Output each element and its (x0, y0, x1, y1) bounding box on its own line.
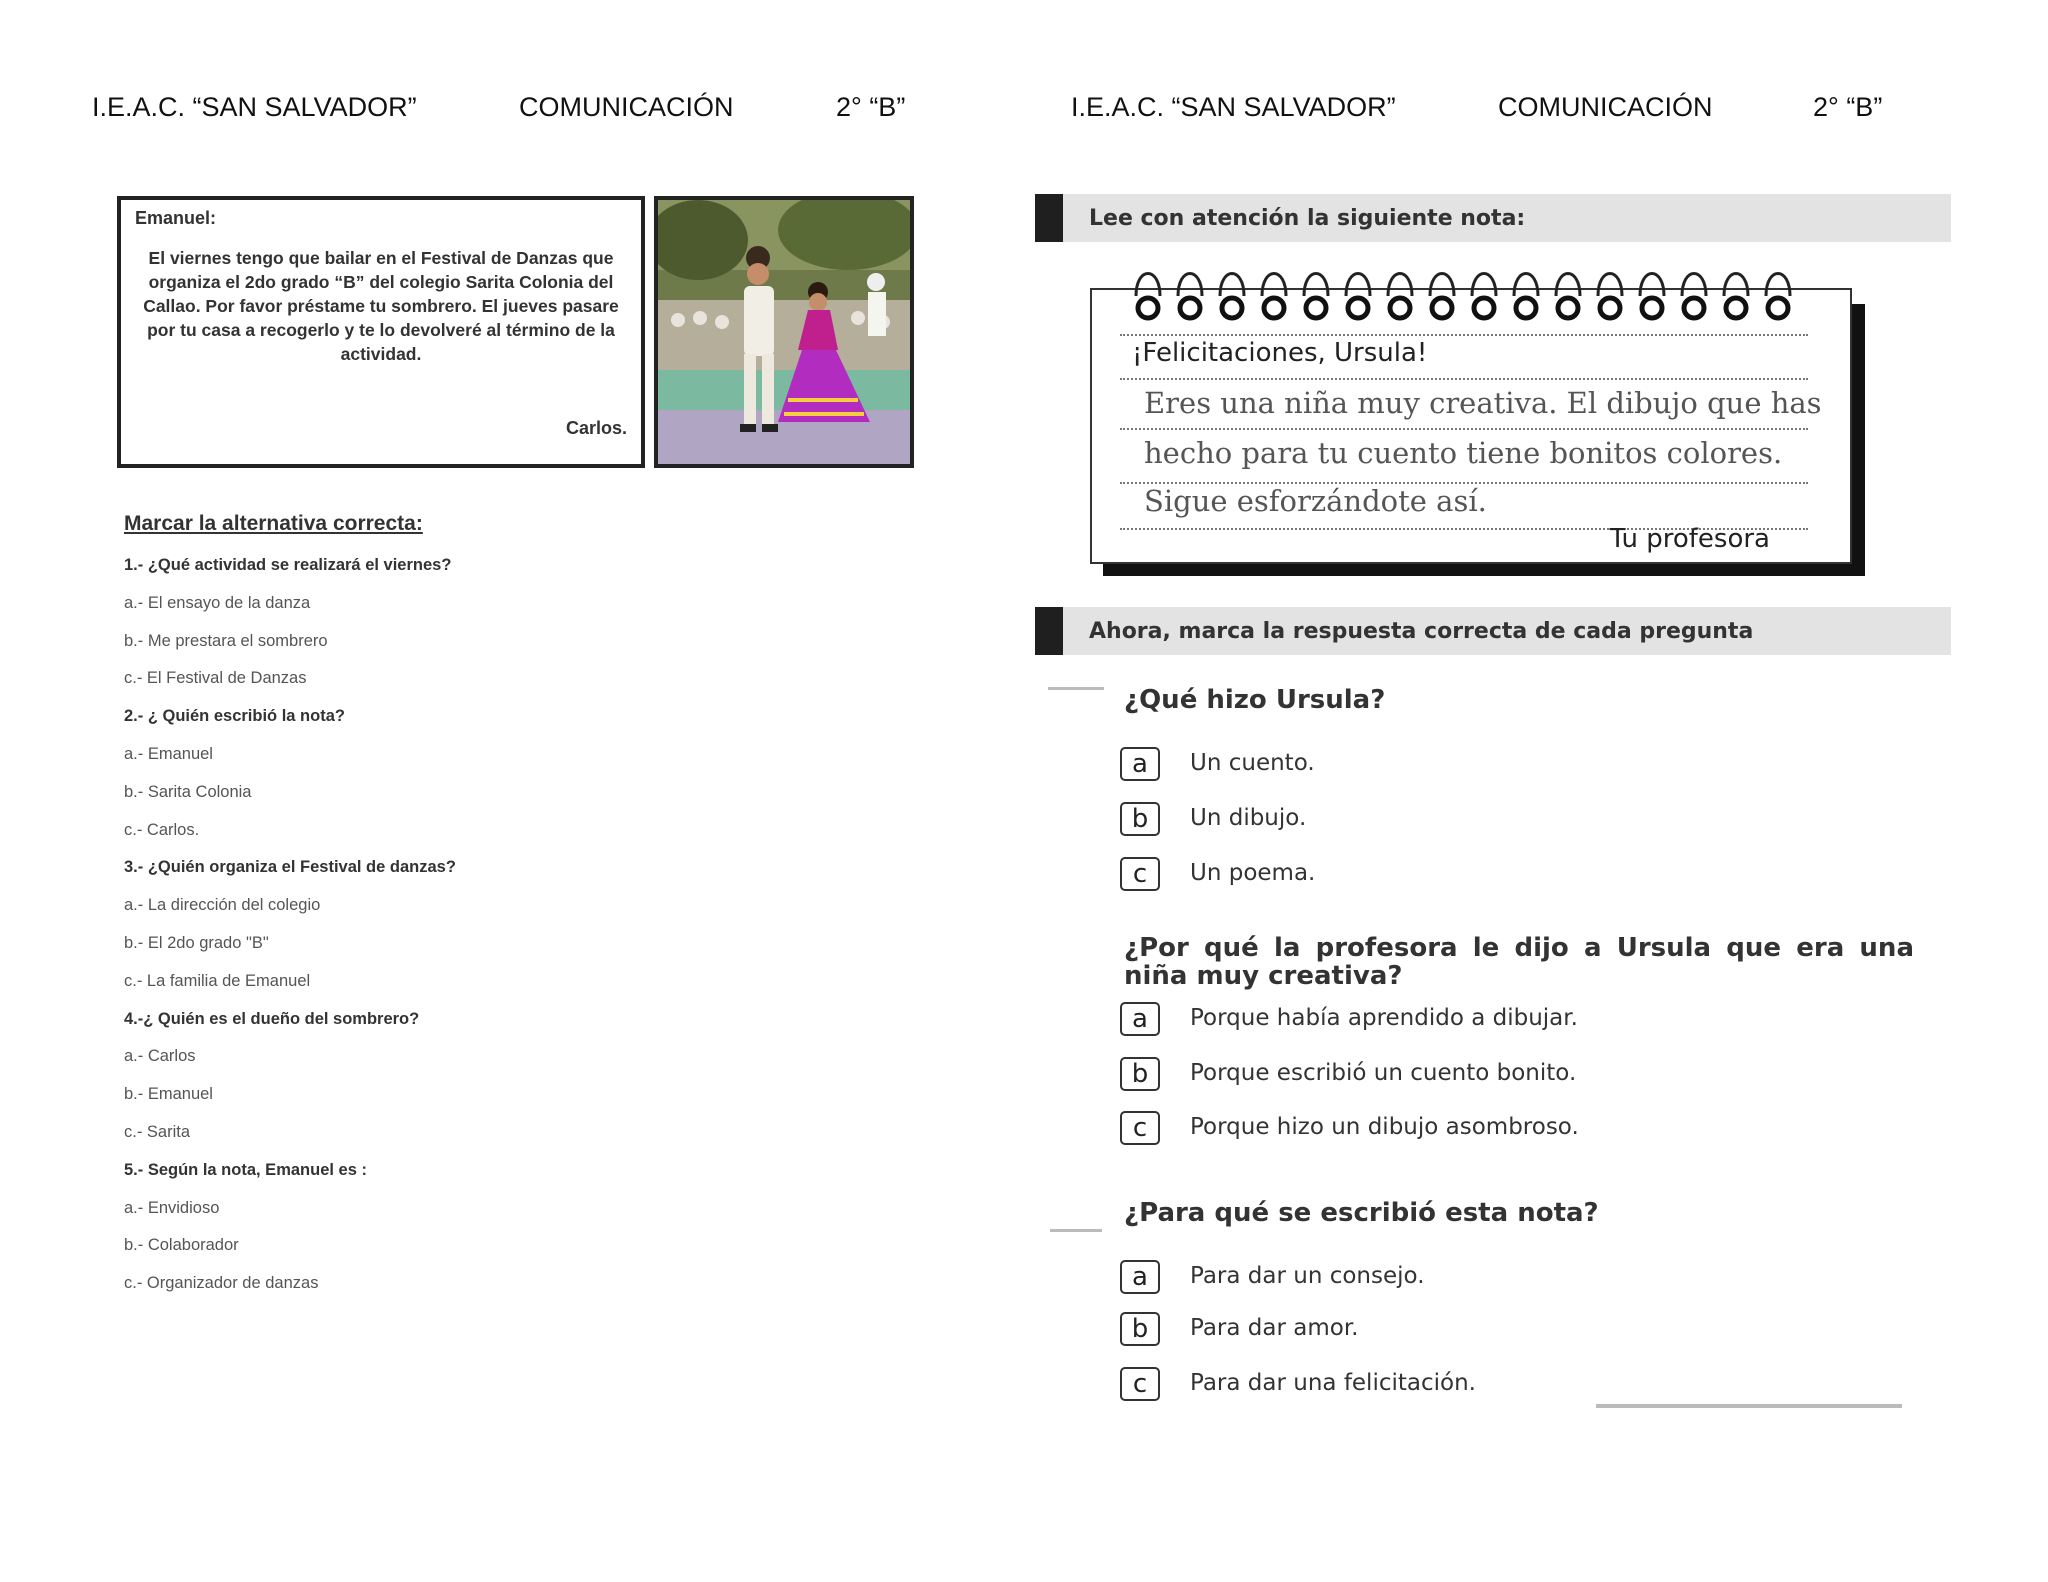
header-grade-left: 2° “B” (836, 92, 906, 122)
dancers-photo (654, 196, 914, 468)
spiral-hole (1222, 298, 1242, 318)
option-letter-box[interactable]: b (1120, 1057, 1160, 1091)
quiz-option: c.- Organizador de danzas (124, 1274, 319, 1293)
spiral-ring (1514, 274, 1538, 297)
spiral-ring (1220, 274, 1244, 297)
scan-smudge (1596, 1396, 1902, 1408)
spiral-hole (1180, 298, 1200, 318)
quiz-option: c.- La familia de Emanuel (124, 971, 311, 990)
option-letter-box[interactable]: b (1120, 1312, 1160, 1346)
spiral-ring (1430, 274, 1454, 297)
note-recipient: Emanuel: (135, 208, 217, 228)
quiz-option: b.- Me prestara el sombrero (124, 631, 328, 650)
teacher-note-card (1090, 288, 1852, 564)
option-letter-box[interactable]: a (1120, 747, 1160, 781)
left-quiz-title: Marcar la alternativa correcta: (124, 512, 423, 535)
card-rule (1120, 378, 1808, 380)
note-signature: Carlos. (565, 418, 627, 438)
card-rule (1120, 334, 1808, 336)
spiral-ring (1766, 274, 1790, 297)
spiral-hole (1768, 298, 1788, 318)
spiral-ring (1556, 274, 1580, 297)
option-label: Porque había aprendido a dibujar. (1190, 1005, 1578, 1031)
dash-mark (1050, 1229, 1102, 1232)
quiz-option: b.- Sarita Colonia (124, 782, 252, 801)
card-line-1: Eres una niña muy creativa. El dibujo que has (1144, 386, 1822, 420)
quiz-question: 2.- ¿ Quién escribió la nota? (124, 707, 345, 726)
header-school-left: I.E.A.C. “SAN SALVADOR” (92, 92, 417, 122)
quiz-question: 5.- Según la nota, Emanuel es : (124, 1160, 367, 1179)
quiz-option: a.- Envidioso (124, 1198, 220, 1217)
option-letter-box[interactable]: a (1120, 1002, 1160, 1036)
card-line-3: Sigue esforzándote así. (1144, 484, 1487, 518)
note-box (117, 196, 645, 468)
dancers-photo-icon (658, 200, 910, 464)
quiz-option: a.- Emanuel (124, 745, 213, 763)
spiral-hole (1474, 298, 1494, 318)
header-subject-right: COMUNICACIÓN (1498, 92, 1713, 122)
question-1: ¿Qué hizo Ursula? (1124, 685, 1386, 715)
instruction-read-text: Lee con atención la siguiente nota: (1089, 206, 1526, 231)
quiz-question: 3.- ¿Quién organiza el Festival de danzas? (124, 858, 456, 877)
option-letter-box[interactable]: b (1120, 802, 1160, 836)
spiral-hole (1684, 298, 1704, 318)
option-letter-box[interactable]: c (1120, 857, 1160, 891)
option-label: Para dar una felicitación. (1190, 1370, 1476, 1396)
card-signature: Tu profesora (1609, 524, 1770, 554)
card-rule (1120, 428, 1808, 430)
instruction-bar-answer (1035, 607, 1951, 655)
spiral-ring (1598, 274, 1622, 297)
spiral-ring (1178, 274, 1202, 297)
spiral-ring (1262, 274, 1286, 297)
spiral-hole (1516, 298, 1536, 318)
spiral-ring (1472, 274, 1496, 297)
quiz-option: a.- La dirección del colegio (124, 896, 321, 915)
quiz-option: c.- Sarita (124, 1123, 191, 1141)
instruction-answer-text: Ahora, marca la respuesta correcta de cada pregunta (1089, 619, 1754, 644)
option-letter-box[interactable]: a (1120, 1260, 1160, 1294)
spiral-ring (1136, 274, 1160, 297)
spiral-hole (1642, 298, 1662, 318)
spiral-ring (1724, 274, 1748, 297)
instruction-bar-read (1035, 194, 1951, 242)
quiz-option: c.- Carlos. (124, 820, 200, 839)
spiral-hole (1558, 298, 1578, 318)
spiral-hole (1348, 298, 1368, 318)
quiz-option: b.- Colaborador (124, 1236, 239, 1255)
header-school-right: I.E.A.C. “SAN SALVADOR” (1071, 92, 1396, 122)
card-line-2: hecho para tu cuento tiene bonitos colores. (1144, 436, 1783, 470)
spiral-ring (1346, 274, 1370, 297)
option-label: Porque escribió un cuento bonito. (1190, 1060, 1577, 1086)
option-label: Porque hizo un dibujo asombroso. (1190, 1114, 1579, 1140)
spiral-ring (1304, 274, 1328, 297)
header-grade-right: 2° “B” (1813, 92, 1883, 122)
spiral-hole (1432, 298, 1452, 318)
spiral-hole (1138, 298, 1158, 318)
spiral-hole (1726, 298, 1746, 318)
spiral-hole (1264, 298, 1284, 318)
option-label: Para dar un consejo. (1190, 1263, 1425, 1289)
question-3: ¿Para qué se escribió esta nota? (1124, 1198, 1599, 1228)
note-body: El viernes tengo que bailar en el Festival de Danzas que organiza el 2do grado “B” del colegio Sarita Colonia del Callao. Por favor préstame tu sombrero. El jueves pasare por tu casa a recogerlo y te lo devolveré al término de la actividad. (143, 248, 619, 364)
spiral-hole (1306, 298, 1326, 318)
option-label: Para dar amor. (1190, 1315, 1359, 1341)
option-label: Un poema. (1190, 860, 1316, 886)
option-label: Un cuento. (1190, 750, 1315, 776)
quiz-option: c.- El Festival de Danzas (124, 669, 307, 688)
bar-marker (1035, 607, 1063, 655)
quiz-option: a.- El ensayo de la danza (124, 593, 311, 612)
spiral-hole (1390, 298, 1410, 318)
quiz-option: b.- Emanuel (124, 1085, 213, 1104)
question-2: ¿Por qué la profesora le dijo a Ursula que era una niña muy creativa? (1124, 933, 1914, 991)
spiral-ring (1388, 274, 1412, 297)
spiral-ring (1682, 274, 1706, 297)
quiz-question: 1.- ¿Qué actividad se realizará el viernes? (124, 556, 452, 574)
quiz-option: a.- Carlos (124, 1047, 196, 1066)
option-letter-box[interactable]: c (1120, 1111, 1160, 1145)
option-label: Un dibujo. (1190, 805, 1307, 831)
quiz-question: 4.-¿ Quién es el dueño del sombrero? (124, 1009, 420, 1028)
card-title: ¡Felicitaciones, Ursula! (1132, 338, 1428, 368)
quiz-option: b.- El 2do grado "B" (124, 934, 269, 952)
header-subject-left: COMUNICACIÓN (519, 92, 734, 122)
spiral-hole (1600, 298, 1620, 318)
dash-mark (1048, 687, 1104, 690)
spiral-ring (1640, 274, 1664, 297)
bar-marker (1035, 194, 1063, 242)
spiral-binding-icon (1128, 262, 1828, 324)
option-letter-box[interactable]: c (1120, 1367, 1160, 1401)
